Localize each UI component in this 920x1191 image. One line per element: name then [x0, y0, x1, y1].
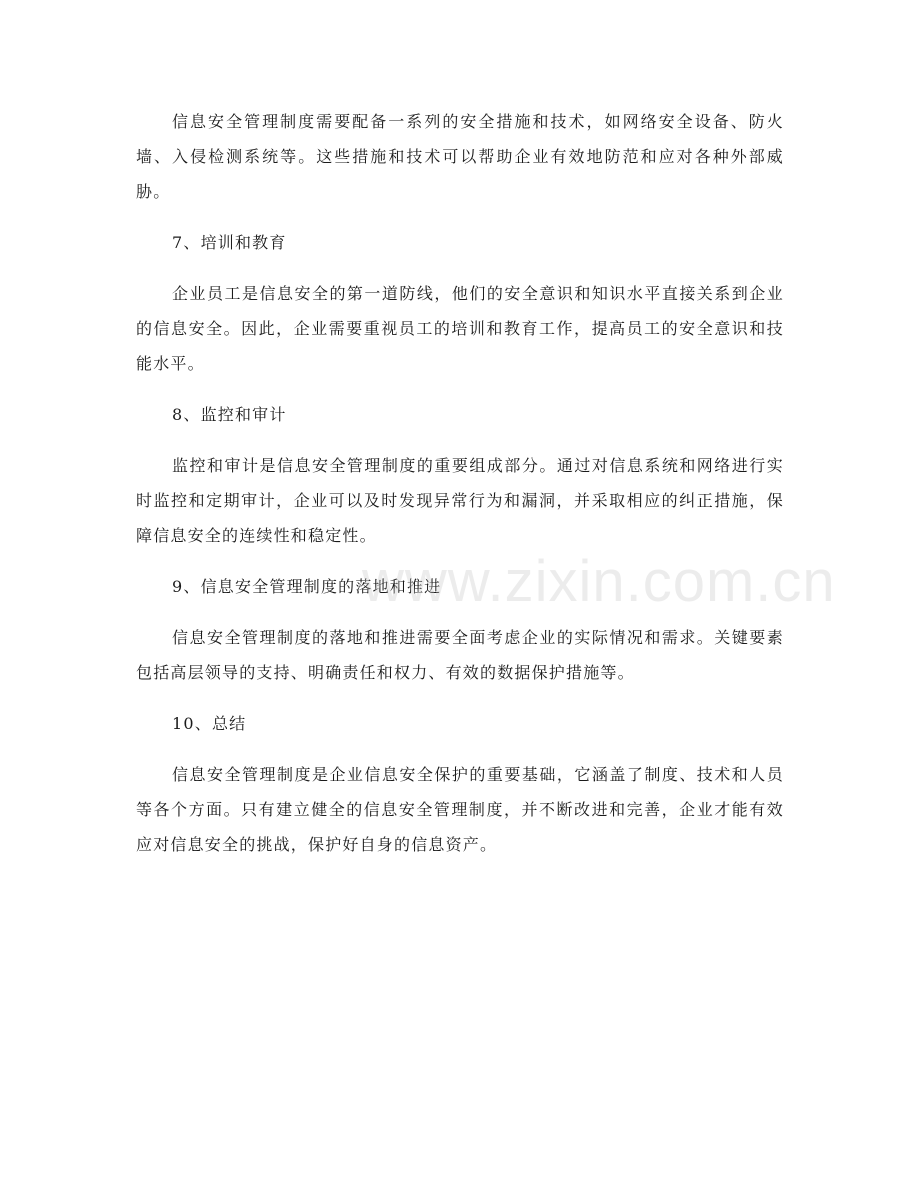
section-heading-monitoring: 8、监控和审计 [172, 405, 287, 424]
section-heading-training: 7、培训和教育 [172, 233, 287, 252]
section-heading-summary: 10、总结 [172, 714, 247, 733]
section-body-implementation: 信息安全管理制度的落地和推进需要全面考虑企业的实际情况和需求。关键要素包括高层领导的支持、明确责任和权力、有效的数据保护措施等。 [136, 628, 784, 682]
section-heading-implementation: 9、信息安全管理制度的落地和推进 [172, 577, 442, 596]
watermark-text: www.zixin.com.cn [362, 549, 836, 614]
intro-paragraph: 信息安全管理制度需要配备一系列的安全措施和技术，如网络安全设备、防火墙、入侵检测系统等。这些措施和技术可以帮助企业有效地防范和应对各种外部威胁。 [136, 112, 784, 201]
section-body-summary: 信息安全管理制度是企业信息安全保护的重要基础，它涵盖了制度、技术和人员等各个方面。只有建立健全的信息安全管理制度，并不断改进和完善，企业才能有效应对信息安全的挑战，保护好自身的信息资产。 [136, 765, 784, 854]
document-page [136, 104, 784, 878]
section-body-monitoring: 监控和审计是信息安全管理制度的重要组成部分。通过对信息系统和网络进行实时监控和定期审计，企业可以及时发现异常行为和漏洞，并采取相应的纠正措施，保障信息安全的连续性和稳定性。 [136, 456, 784, 545]
section-body-training: 企业员工是信息安全的第一道防线，他们的安全意识和知识水平直接关系到企业的信息安全。因此，企业需要重视员工的培训和教育工作，提高员工的安全意识和技能水平。 [136, 284, 784, 373]
